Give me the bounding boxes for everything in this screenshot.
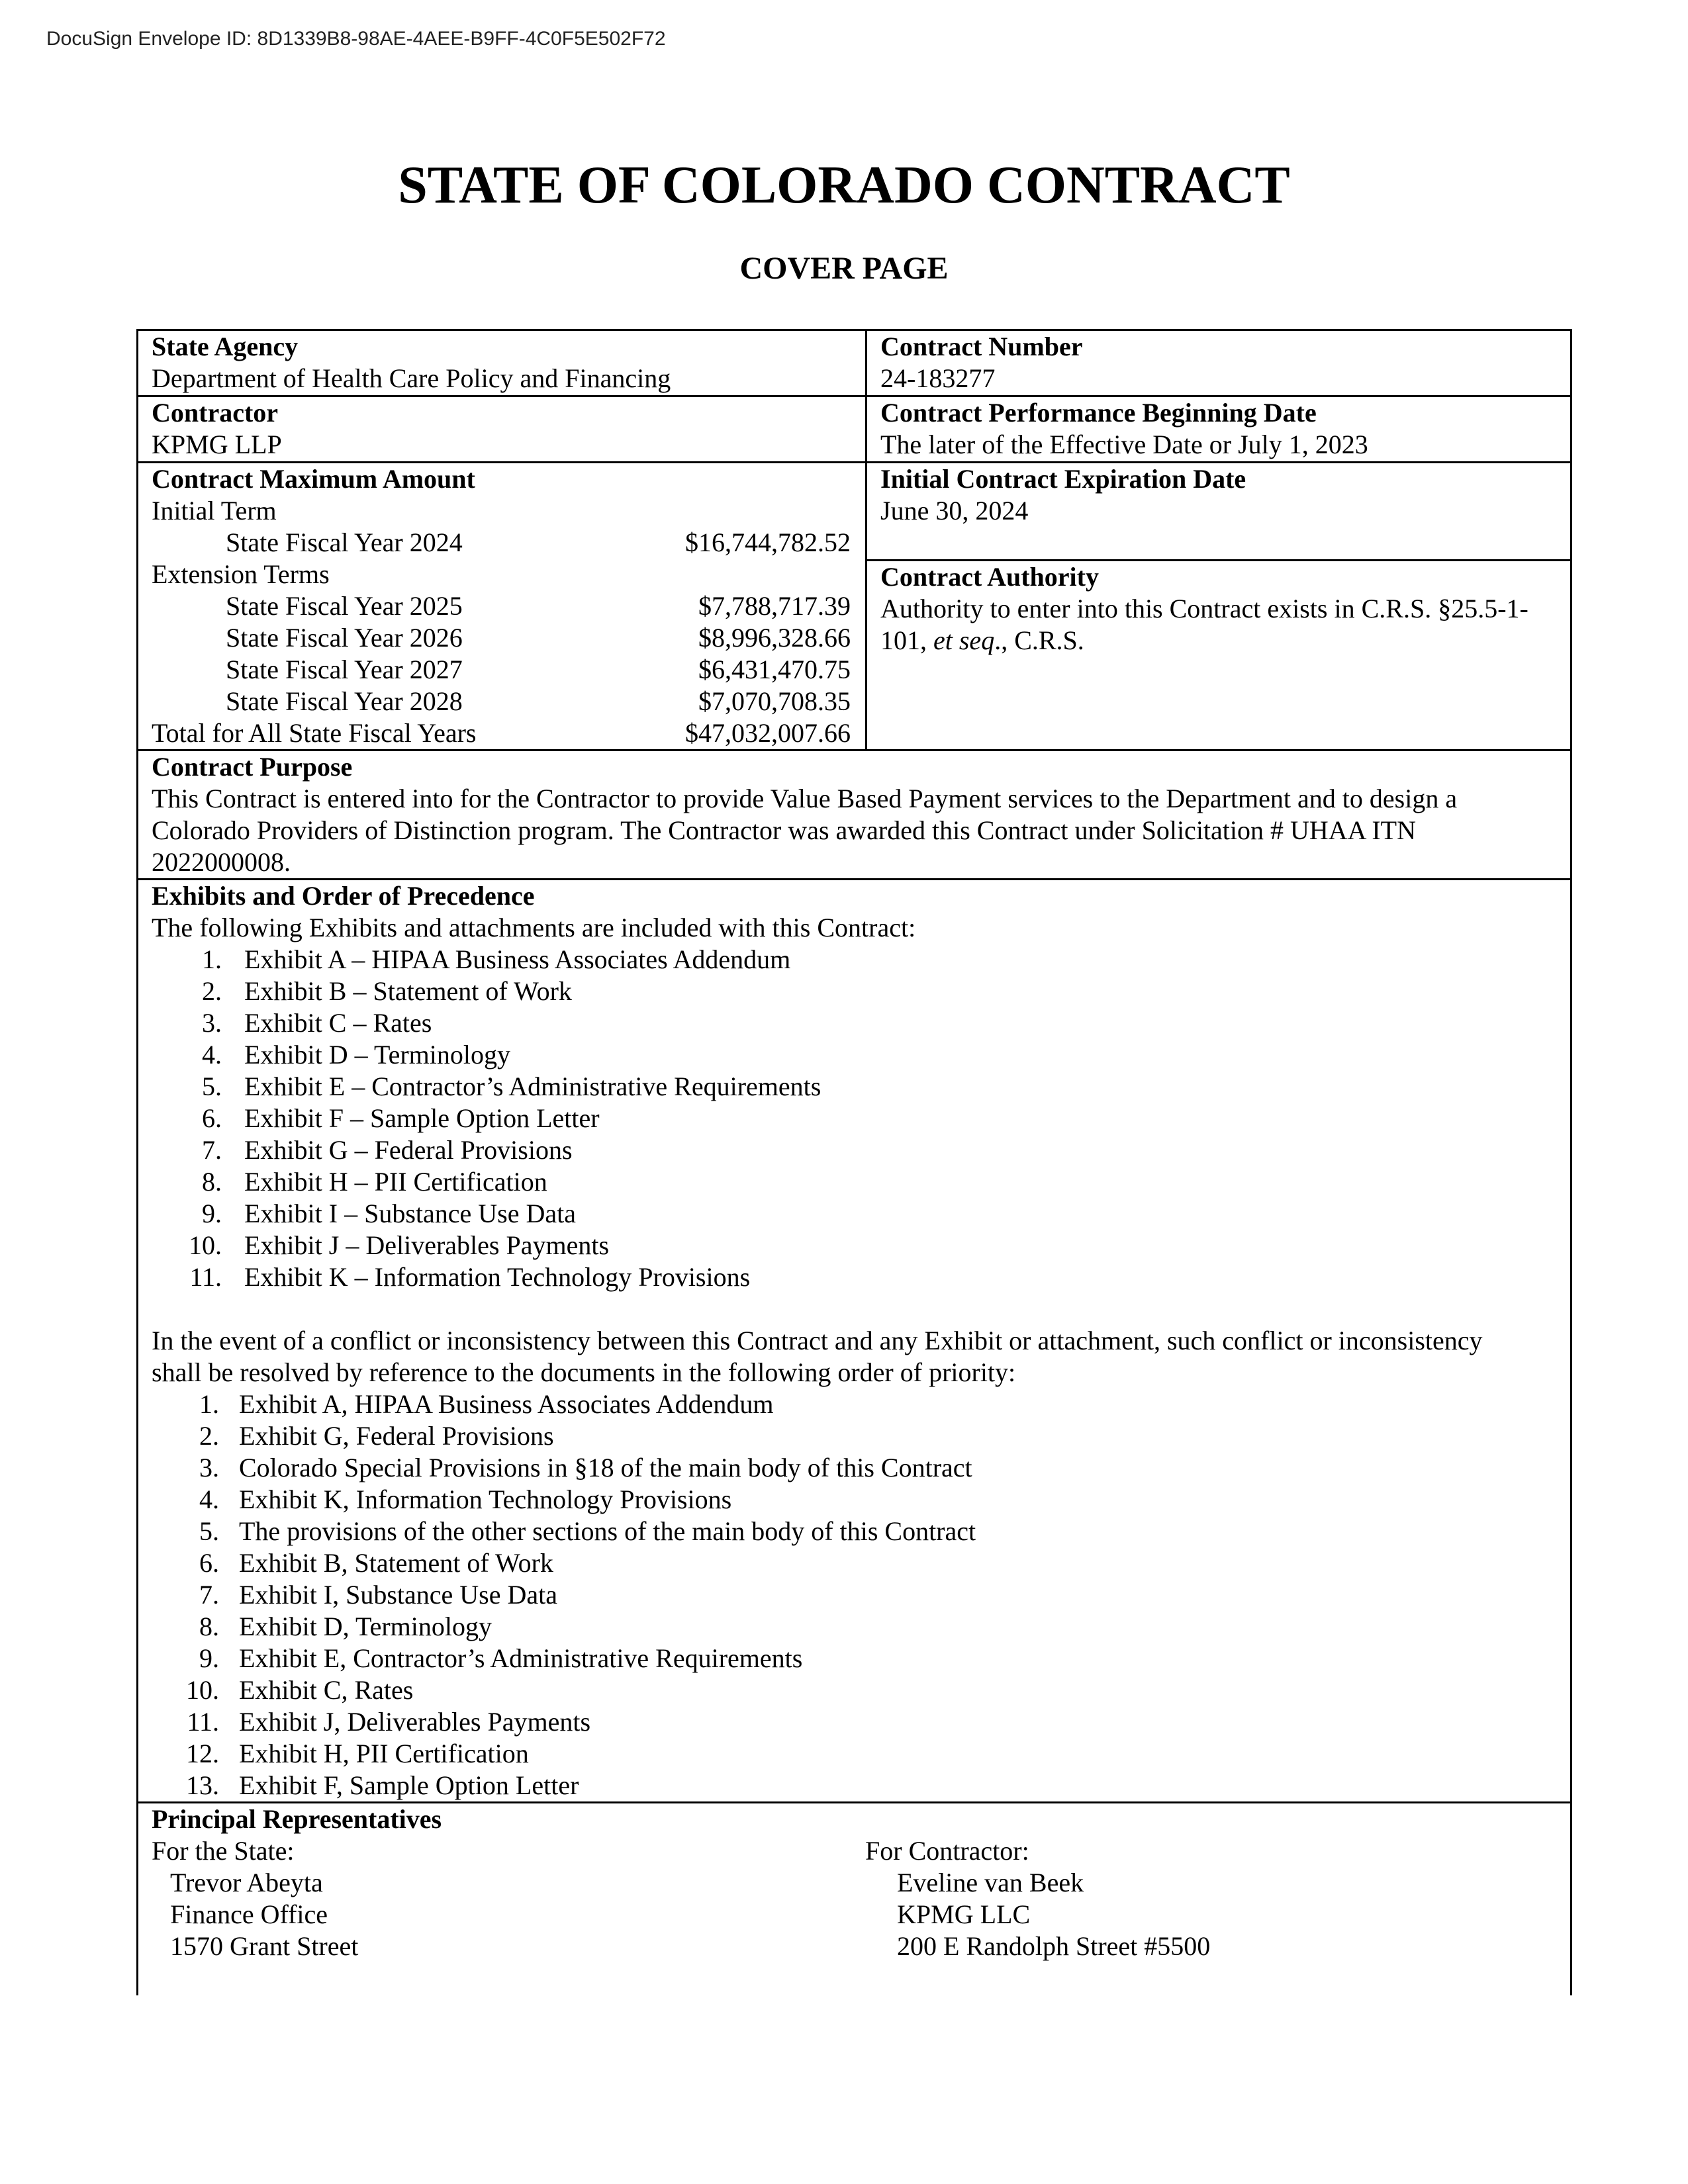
list-text: Exhibit F, Sample Option Letter [239, 1770, 579, 1800]
list-number: 4. [202, 1040, 222, 1069]
list-item [152, 1039, 1557, 1071]
max-amount-cell [138, 463, 867, 749]
document-title: STATE OF COLORADO CONTRACT [398, 156, 1290, 214]
list-number: 5. [202, 1071, 222, 1101]
list-number: 1. [202, 944, 222, 974]
list-text: Exhibit H, PII Certification [239, 1739, 529, 1768]
extension-terms-label: Extension Terms [152, 559, 330, 589]
contract-number-cell [867, 331, 1570, 395]
list-number: 7. [202, 1135, 222, 1165]
cover-page-table [136, 329, 1572, 1995]
list-item [152, 1388, 1557, 1420]
list-text: Exhibit A – HIPAA Business Associates Addendum [244, 944, 791, 974]
list-number: 9. [202, 1199, 222, 1228]
list-number: 6. [202, 1103, 222, 1133]
total-amount-row [152, 717, 851, 749]
list-text: Exhibit B – Statement of Work [244, 976, 572, 1006]
list-item [152, 1007, 1557, 1039]
list-item [152, 1452, 1557, 1484]
list-text: Exhibit G – Federal Provisions [244, 1135, 573, 1165]
purpose-cell [138, 751, 1570, 878]
conflict-line: In the event of a conflict or inconsistency between this Contract and any Exhibit or attachment, such conflict or inconsistency [152, 1326, 1483, 1355]
list-text: Exhibit G, Federal Provisions [239, 1421, 554, 1451]
amount-row [152, 654, 851, 686]
list-number: 12. [186, 1739, 219, 1768]
exhibits-label: Exhibits and Order of Precedence [152, 881, 535, 911]
fiscal-year-label: State Fiscal Year 2026 [226, 623, 463, 653]
contractor-rep-org: KPMG LLC [897, 1899, 1031, 1929]
row-contractor-beginning [138, 397, 1570, 463]
contractor-value: KPMG LLP [152, 430, 282, 459]
exhibits-intro: The following Exhibits and attachments are included with this Contract: [152, 913, 916, 942]
list-number: 8. [199, 1612, 219, 1641]
contractor-rep-heading: For Contractor: [865, 1836, 1029, 1866]
state-rep-name: Trevor Abeyta [170, 1868, 323, 1897]
list-number: 9. [199, 1643, 219, 1673]
purpose-label: Contract Purpose [152, 752, 353, 782]
state-agency-value: Department of Health Care Policy and Financing [152, 363, 671, 393]
list-number: 2. [199, 1421, 219, 1451]
spacer [152, 1293, 1557, 1325]
list-item [152, 1261, 1557, 1293]
list-number: 3. [199, 1453, 219, 1482]
list-text: Colorado Special Provisions in §18 of the main body of this Contract [239, 1453, 972, 1482]
list-text: Exhibit D, Terminology [239, 1612, 492, 1641]
authority-line-2 [880, 625, 1557, 657]
list-number: 7. [199, 1580, 219, 1610]
authority-cell [867, 559, 1570, 657]
contractor-label: Contractor [152, 398, 279, 428]
list-number: 11. [187, 1707, 219, 1737]
list-number: 5. [199, 1516, 219, 1546]
fiscal-year-label: State Fiscal Year 2025 [226, 591, 463, 621]
authority-label: Contract Authority [880, 562, 1099, 592]
docusign-envelope-id: DocuSign Envelope ID: 8D1339B8-98AE-4AEE-B9FF-4C0F5E502F72 [46, 28, 666, 50]
fiscal-year-amount: $6,431,470.75 [698, 655, 851, 684]
authority-et-seq: et seq [933, 625, 995, 655]
state-agency-cell [138, 331, 867, 395]
list-item [152, 976, 1557, 1007]
amount-row [152, 622, 851, 654]
list-text: Exhibit E – Contractor’s Administrative Requirements [244, 1071, 821, 1101]
list-number: 1. [199, 1389, 219, 1419]
fiscal-year-amount: $7,788,717.39 [698, 591, 851, 621]
list-text: Exhibit K, Information Technology Provisions [239, 1484, 732, 1514]
state-representative [152, 1835, 865, 1962]
contractor-rep-address: 200 E Randolph Street #5500 [897, 1931, 1211, 1961]
row-purpose [138, 751, 1570, 880]
row-amount-expiration [138, 463, 1570, 751]
authority-line-2-pre: 101, [880, 625, 933, 655]
row-agency-number [138, 331, 1570, 397]
document-subtitle: COVER PAGE [739, 251, 949, 286]
list-item [152, 1611, 1557, 1643]
list-text: Exhibit C, Rates [239, 1675, 414, 1705]
amount-row [152, 590, 851, 622]
list-text: Exhibit C – Rates [244, 1008, 432, 1038]
max-amount-label: Contract Maximum Amount [152, 464, 475, 494]
exhibits-cell [138, 880, 1570, 1801]
list-text: Exhibit J – Deliverables Payments [244, 1230, 610, 1260]
list-number: 2. [202, 976, 222, 1006]
list-item [152, 1420, 1557, 1452]
contractor-cell [138, 397, 867, 461]
priority-list [152, 1388, 1557, 1801]
row-exhibits [138, 880, 1570, 1803]
state-rep-office: Finance Office [170, 1899, 328, 1929]
list-number: 11. [189, 1262, 222, 1292]
list-item [152, 1516, 1557, 1547]
performance-beginning-cell [867, 397, 1570, 461]
list-text: Exhibit E, Contractor’s Administrative Requirements [239, 1643, 803, 1673]
list-text: Exhibit K – Information Technology Provisions [244, 1262, 751, 1292]
list-text: Exhibit H – PII Certification [244, 1167, 547, 1197]
expiration-value: June 30, 2024 [880, 496, 1029, 525]
contractor-rep-name: Eveline van Beek [897, 1868, 1084, 1897]
list-number: 8. [202, 1167, 222, 1197]
authority-line-1: Authority to enter into this Contract exists in C.R.S. §25.5-1- [880, 594, 1528, 623]
performance-beginning-label: Contract Performance Beginning Date [880, 398, 1317, 428]
list-text: Exhibit I, Substance Use Data [239, 1580, 557, 1610]
list-text: Exhibit D – Terminology [244, 1040, 510, 1069]
list-number: 6. [199, 1548, 219, 1578]
list-item [152, 1643, 1557, 1674]
list-item [152, 1134, 1557, 1166]
fiscal-year-amount: $8,996,328.66 [698, 623, 851, 653]
representatives-columns [152, 1835, 1557, 1962]
list-item [152, 944, 1557, 976]
list-item [152, 1198, 1557, 1230]
expiration-authority-cell [867, 463, 1570, 749]
fiscal-year-label: State Fiscal Year 2027 [226, 655, 463, 684]
list-text: Exhibit J, Deliverables Payments [239, 1707, 591, 1737]
state-rep-heading: For the State: [152, 1836, 295, 1866]
list-text: Exhibit B, Statement of Work [239, 1548, 553, 1578]
list-item [152, 1547, 1557, 1579]
total-amount: $47,032,007.66 [685, 718, 851, 748]
list-item [152, 1579, 1557, 1611]
list-number: 13. [186, 1770, 219, 1800]
fiscal-year-label: State Fiscal Year 2024 [226, 527, 463, 557]
row-representatives [138, 1803, 1570, 1995]
initial-term-label: Initial Term [152, 496, 277, 525]
contractor-representative [865, 1835, 1557, 1962]
expiration-cell [867, 463, 1570, 559]
list-item [152, 1770, 1557, 1801]
conflict-line: shall be resolved by reference to the documents in the following order of priority: [152, 1357, 1016, 1387]
list-item [152, 1103, 1557, 1134]
performance-beginning-value: The later of the Effective Date or July 1, 2023 [880, 430, 1368, 459]
list-item [152, 1484, 1557, 1516]
list-number: 10. [189, 1230, 222, 1260]
list-number: 3. [202, 1008, 222, 1038]
list-item [152, 1706, 1557, 1738]
contract-number-value: 24-183277 [880, 363, 996, 393]
list-item [152, 1738, 1557, 1770]
purpose-line: 2022000008. [152, 847, 291, 877]
amount-row [152, 527, 851, 559]
state-rep-address: 1570 Grant Street [170, 1931, 359, 1961]
purpose-line: Colorado Providers of Distinction program. The Contractor was awarded this Contract under Solicitation # UHAA ITN [152, 815, 1416, 845]
list-item [152, 1230, 1557, 1261]
list-item [152, 1166, 1557, 1198]
purpose-line: This Contract is entered into for the Contractor to provide Value Based Payment services to the Department and to design a [152, 784, 1458, 813]
fiscal-year-label: State Fiscal Year 2028 [226, 686, 463, 716]
representatives-label: Principal Representatives [152, 1804, 442, 1834]
list-item [152, 1674, 1557, 1706]
exhibits-list [152, 944, 1557, 1293]
amount-row [152, 686, 851, 717]
list-number: 4. [199, 1484, 219, 1514]
list-text: Exhibit I – Substance Use Data [244, 1199, 576, 1228]
contract-number-label: Contract Number [880, 332, 1083, 361]
representatives-cell [138, 1803, 1570, 1995]
fiscal-year-amount: $16,744,782.52 [685, 527, 851, 557]
list-text: The provisions of the other sections of the main body of this Contract [239, 1516, 976, 1546]
authority-line-2-post: ., C.R.S. [994, 625, 1084, 655]
fiscal-year-amount: $7,070,708.35 [698, 686, 851, 716]
list-item [152, 1071, 1557, 1103]
list-number: 10. [186, 1675, 219, 1705]
list-text: Exhibit A, HIPAA Business Associates Addendum [239, 1389, 774, 1419]
expiration-label: Initial Contract Expiration Date [880, 464, 1246, 494]
list-text: Exhibit F – Sample Option Letter [244, 1103, 600, 1133]
state-agency-label: State Agency [152, 332, 299, 361]
total-label: Total for All State Fiscal Years [152, 718, 477, 748]
